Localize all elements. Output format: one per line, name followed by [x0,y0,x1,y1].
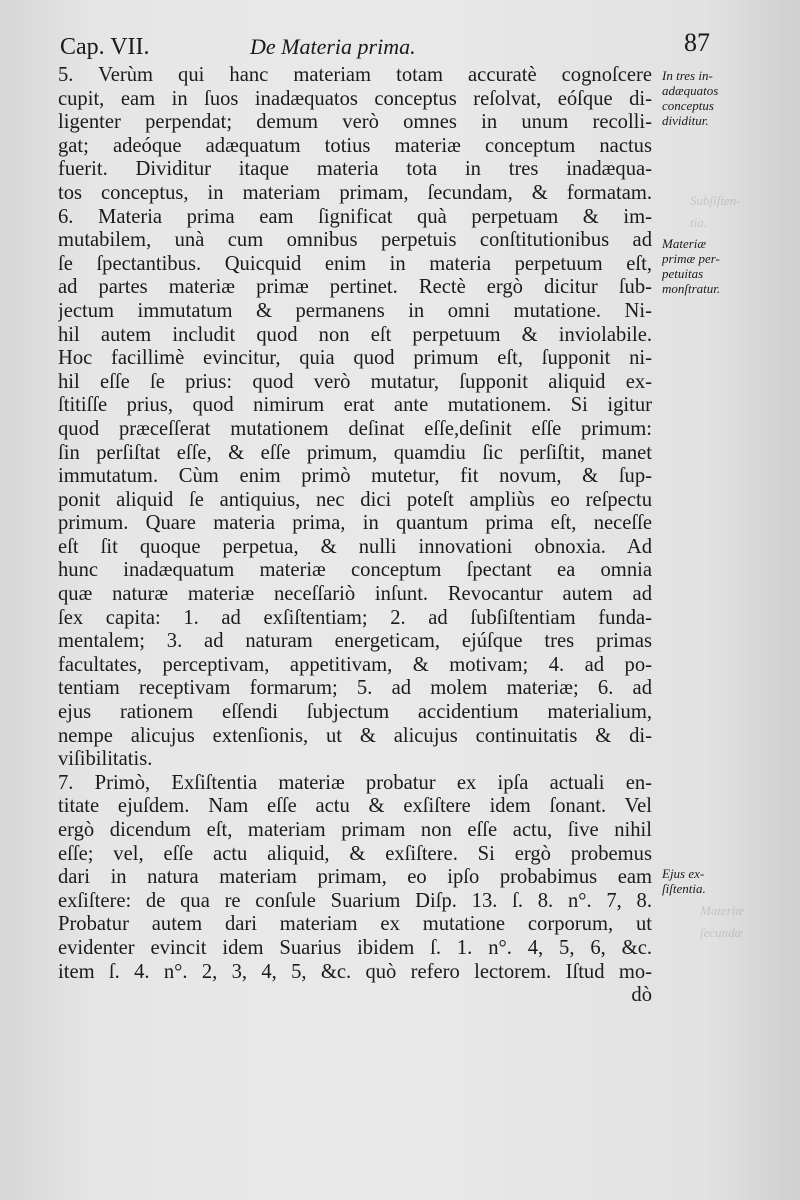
text-line: 6. Materia prima eam ſignificat quà perpetuam & im- [58,205,652,228]
text-line: Probatur autem dari materiam ex mutatione corporum, ut [58,913,652,936]
running-title: De Materia prima. [250,34,416,59]
text-line: evidenter evincit idem Suarius ibidem ſ. 1. n°. 4, 5, 6, &c. [58,936,652,959]
margin-note-line: Materiæ [662,236,707,251]
margin-note-line: dividitur. [662,113,709,128]
page-number: 87 [684,28,710,57]
text-line: 7. Primò, Exſiſtentia materiæ probatur ex ipſa actuali en- [58,771,652,794]
margin-note-line: In tres in- [662,68,713,83]
show-through-text: Materiæ ſecundæ [700,903,745,940]
text-line: 5. Verùm qui hanc materiam totam accuratè cognoſcere [58,64,652,86]
margin-note-3 [662,866,772,896]
text-line: ad partes materiæ primæ pertinet. Rectè ergò dicitur ſub- [58,276,652,299]
text-line: viſibilitatis. [58,748,153,771]
text-line: mutabilem, unà cum omnibus perpetuis conſtitutionibus ad [58,229,652,252]
text-line: immutatum. Cùm enim primò mutetur, fit novum, & ſup- [58,465,652,488]
text-line: exſiſtere: de qua re conſule Suarium Diſp. 13. ſ. 8. n°. 7, 8. [58,889,652,912]
text-line: Hoc facillimè evincitur, quia quod primum eſt, ſupponit ni- [58,347,652,370]
text-line: ſtitiſſe prius, quod nimirum erat ante mutationem. Si igitur [58,394,652,417]
text-line: quæ naturæ materiæ neceſſariò inſunt. Revocantur autem ad [58,583,652,606]
text-line: gat; adeóque adæquatum totius materiæ conceptum nactus [58,134,652,157]
running-header [60,24,710,64]
text-line: tentiam receptivam formarum; 5. ad molem materiæ; 6. ad [58,677,652,700]
margin-note-line: adæquatos [662,83,719,98]
catchword: dò [631,984,652,1007]
margin-note-2 [662,236,772,296]
text-line: fuerit. Dividitur itaque materia tota in tres inadæqua- [58,158,652,181]
text-line: cupit, eam in ſuos inadæquatos conceptus reſolvat, eóſque di- [58,87,652,110]
text-line: ſe ſpectantibus. Quicquid enim in materia perpetuum eſt, [58,252,652,275]
text-line: eſſe; vel, eſſe actu aliquid, & exſiſtere. Si ergò probemus [58,842,652,865]
text-line: facultates, perceptivam, appetitivam, & motivam; 4. ad po- [58,653,652,676]
text-line: tos conceptus, in materiam primam, ſecundam, & formatam. [58,181,652,204]
text-line: hil autem includit quod non eſt perpetuum & inviolabile. [58,323,652,346]
text-line: ergò dicendum eſt, materiam primam non eſſe actu, ſive nihil [58,819,652,841]
margin-note-line: petuitas [662,266,704,281]
text-line: ligenter perpendat; demum verò omnes in unum recolli- [58,111,652,134]
text-line: hil eſſe ſe prius: quod verò mutatur, ſupponit aliquid ex- [58,370,652,393]
chapter-label: Cap. VII. [60,34,150,60]
text-line: ſin perſiſtat eſſe, & eſſe primum, quamdiu ſic perſiſtit, manet [58,441,652,464]
text-line: mentalem; 3. ad naturam energeticam, ejúſque tres primas [58,630,652,653]
text-line: eſt ſit quoque perpetua, & nulli innovationi obnoxia. Ad [58,535,652,558]
text-line: quod præceſſerat mutationem deſinat eſſe,deſinit eſſe primum: [58,417,652,440]
text-line: item ſ. 4. n°. 2, 3, 4, 5, &c. quò refero lectorem. Iſtud mo- [58,960,652,983]
margin-note-line: ſiſtentia. [662,881,706,896]
margin-note-line: primæ per- [662,251,720,266]
body-text [58,64,652,1008]
text-line: dari in natura materiam primam, eo ipſo probabimus eam [58,866,652,889]
text-line: jectum immutatum & permanens in omni mutatione. Ni- [58,299,652,322]
text-line: ejus rationem eſſendi ſubjectum accidentium materialium, [58,701,652,724]
text-line: nempe alicujus extenſionis, ut & alicujus continuitatis & di- [58,724,652,747]
show-through-text: Subſiſten- tia. [690,193,741,230]
margin-note-line: monſtratur. [662,281,721,296]
text-line: hunc inadæquatum materiæ conceptum ſpectant ea omnia [58,559,652,582]
margin-note-line: conceptus [662,98,714,113]
margin-note-1 [662,68,772,128]
text-line: ſex capita: 1. ad exſiſtentiam; 2. ad ſubſiſtentiam funda- [58,606,652,629]
text-line: titate ejuſdem. Nam eſſe actu & exſiſtere idem ſonant. Vel [58,795,652,818]
margin-note-line: Ejus ex- [662,866,705,881]
text-line: ponit aliquid ſe antiquius, nec dici poteſt ampliùs eo reſpectu [58,488,652,511]
text-line: primum. Quare materia prima, in quantum prima eſt, neceſſe [58,512,652,535]
